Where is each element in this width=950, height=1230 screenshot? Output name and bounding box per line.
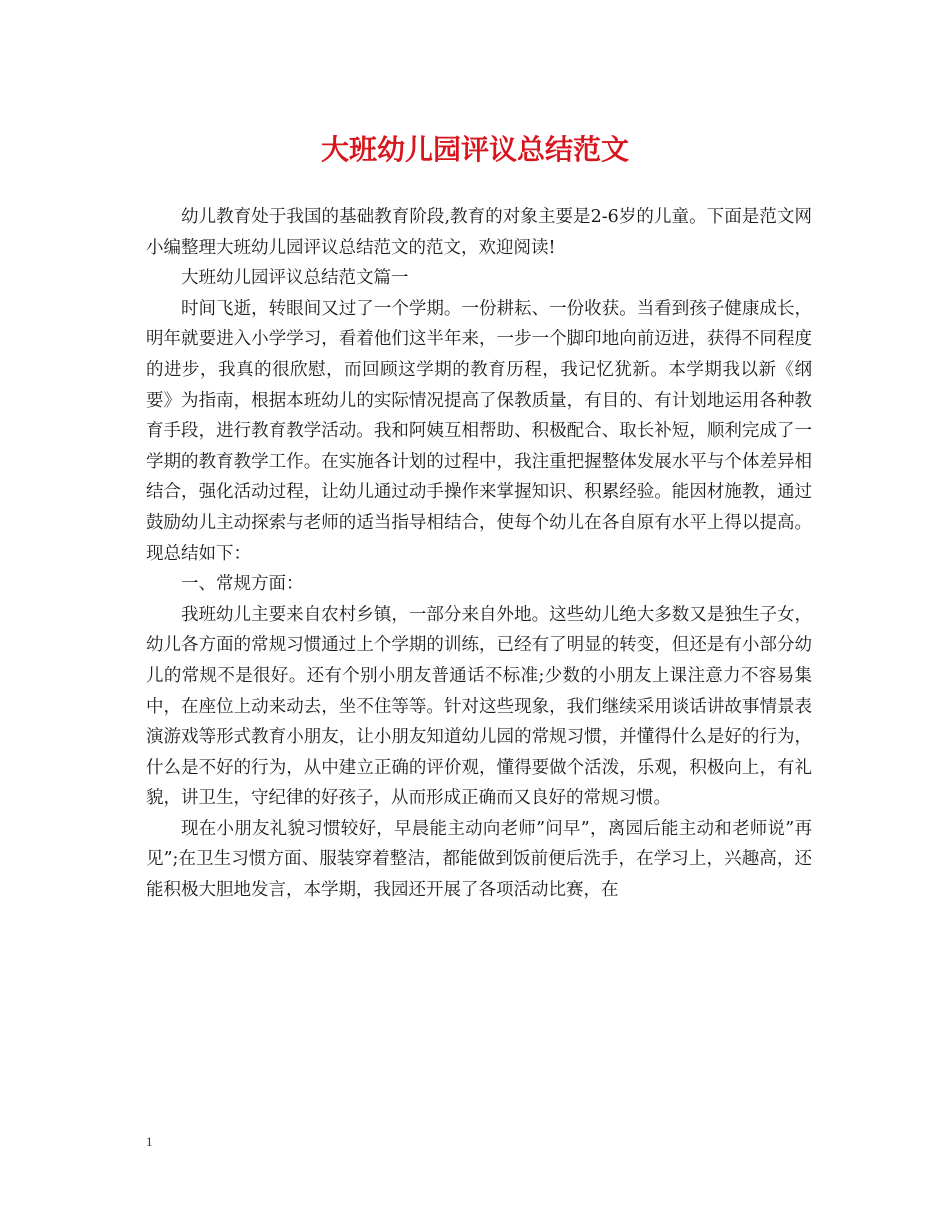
document-title: 大班幼儿园评议总结范文 [320, 133, 629, 166]
document-body [146, 202, 812, 906]
paragraph-main: 时间飞逝，转眼间又过了一个学期。一份耕耘、一份收获。当看到孩子健康成长，明年就要进入小学学习，看着他们这半年来，一步一个脚印地向前迈进，获得不同程度的进步，我真的很欣慰，而回顾这学期的教育历程，我记忆犹新。本学期我以新《纲要》为指南，根据本班幼儿的实际情况提高了保教质量，有目的、有计划地运用各种教育手段，进行教育教学活动。我和阿姨互相帮助、积极配合、取长补短，顺利完成了一学期的教育教学工作。在实施各计划的过程中，我注重把握整体发展水平与个体差异相结合，强化活动过程，让幼儿通过动手操作来掌握知识、积累经验。能因材施教，通过鼓励幼儿主动探索与老师的适当指导相结合，使每个幼儿在各自原有水平上得以提高。现总结如下： [146, 298, 812, 564]
paragraph-intro: 幼儿教育处于我国的基础教育阶段,教育的对象主要是2-6岁的儿童。下面是范文网小编整理大班幼儿园评议总结范文的范文，欢迎阅读! [146, 207, 812, 258]
paragraph-section-heading: 大班幼儿园评议总结范文篇一 [181, 268, 409, 289]
paragraph-manners: 现在小朋友礼貌习惯较好，早晨能主动向老师”问早”，离园后能主动和老师说”再见”;在卫生习惯方面、服装穿着整洁，都能做到饭前便后洗手，在学习上，兴趣高，还能积极大胆地发言，本学期，我园还开展了各项活动比赛，在 [146, 818, 812, 901]
paragraph-subheading-routine: 一、常规方面： [181, 574, 304, 595]
page-number: 1 [146, 1134, 153, 1149]
paragraph-routine: 我班幼儿主要来自农村乡镇，一部分来自外地。这些幼儿绝大多数又是独生子女，幼儿各方面的常规习惯通过上个学期的训练，已经有了明显的转变，但还是有小部分幼儿的常规不是很好。还有个别小朋友普通话不标准;少数的小朋友上课注意力不容易集中，在座位上动来动去，坐不住等等。针对这些现象，我们继续采用谈话讲故事情景表演游戏等形式教育小朋友，让小朋友知道幼儿园的常规习惯，并懂得什么是好的行为，什么是不好的行为，从中建立正确的评价观，懂得要做个活泼，乐观，积极向上，有礼貌，讲卫生，守纪律的好孩子，从而形成正确而又良好的常规习惯。 [146, 604, 812, 809]
